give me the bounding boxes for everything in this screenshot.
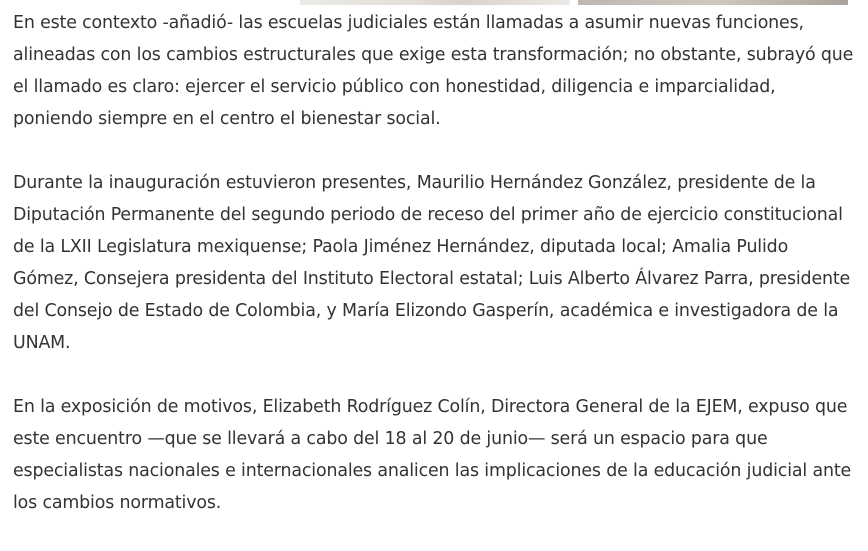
- top-image-strip: [300, 0, 848, 5]
- paragraph-attendees: Durante la inauguración estuvieron presentes, Maurilio Hernández González, presidente de la Diputación Permanente del segundo periodo de receso del primer año de ejercicio constitucional de la LXII Legislatura mexiquense; Paola Jiménez Hernández, diputada local; Amalia Pulido Gómez, Consejera presidenta del Instituto Electoral estatal; Luis Alberto Álvarez Parra, presidente del Consejo de Estado de Colombia, y María Elizondo Gasperín, académica e investigadora de la UNAM.: [13, 173, 851, 353]
- photo-bottom-edge-left: [300, 0, 570, 5]
- photo-bottom-edge-right: [578, 0, 848, 5]
- photo-gap: [570, 0, 578, 5]
- article-body: [13, 7, 855, 551]
- paragraph-context: En este contexto -añadió- las escuelas judiciales están llamadas a asumir nuevas funciones, alineadas con los cambios estructurales que exige esta transformación; no obstante, subrayó que el llamado es claro: ejercer el servicio público con honestidad, diligencia e imparcialidad, poniendo siempre en el centro el bienestar social.: [13, 13, 854, 129]
- paragraph-motives: En la exposición de motivos, Elizabeth Rodríguez Colín, Directora General de la EJEM, expuso que este encuentro —que se llevará a cabo del 18 al 20 de junio— será un espacio para que especialistas nacionales e internacionales analicen las implicaciones de la educación judicial ante los cambios normativos.: [13, 397, 852, 513]
